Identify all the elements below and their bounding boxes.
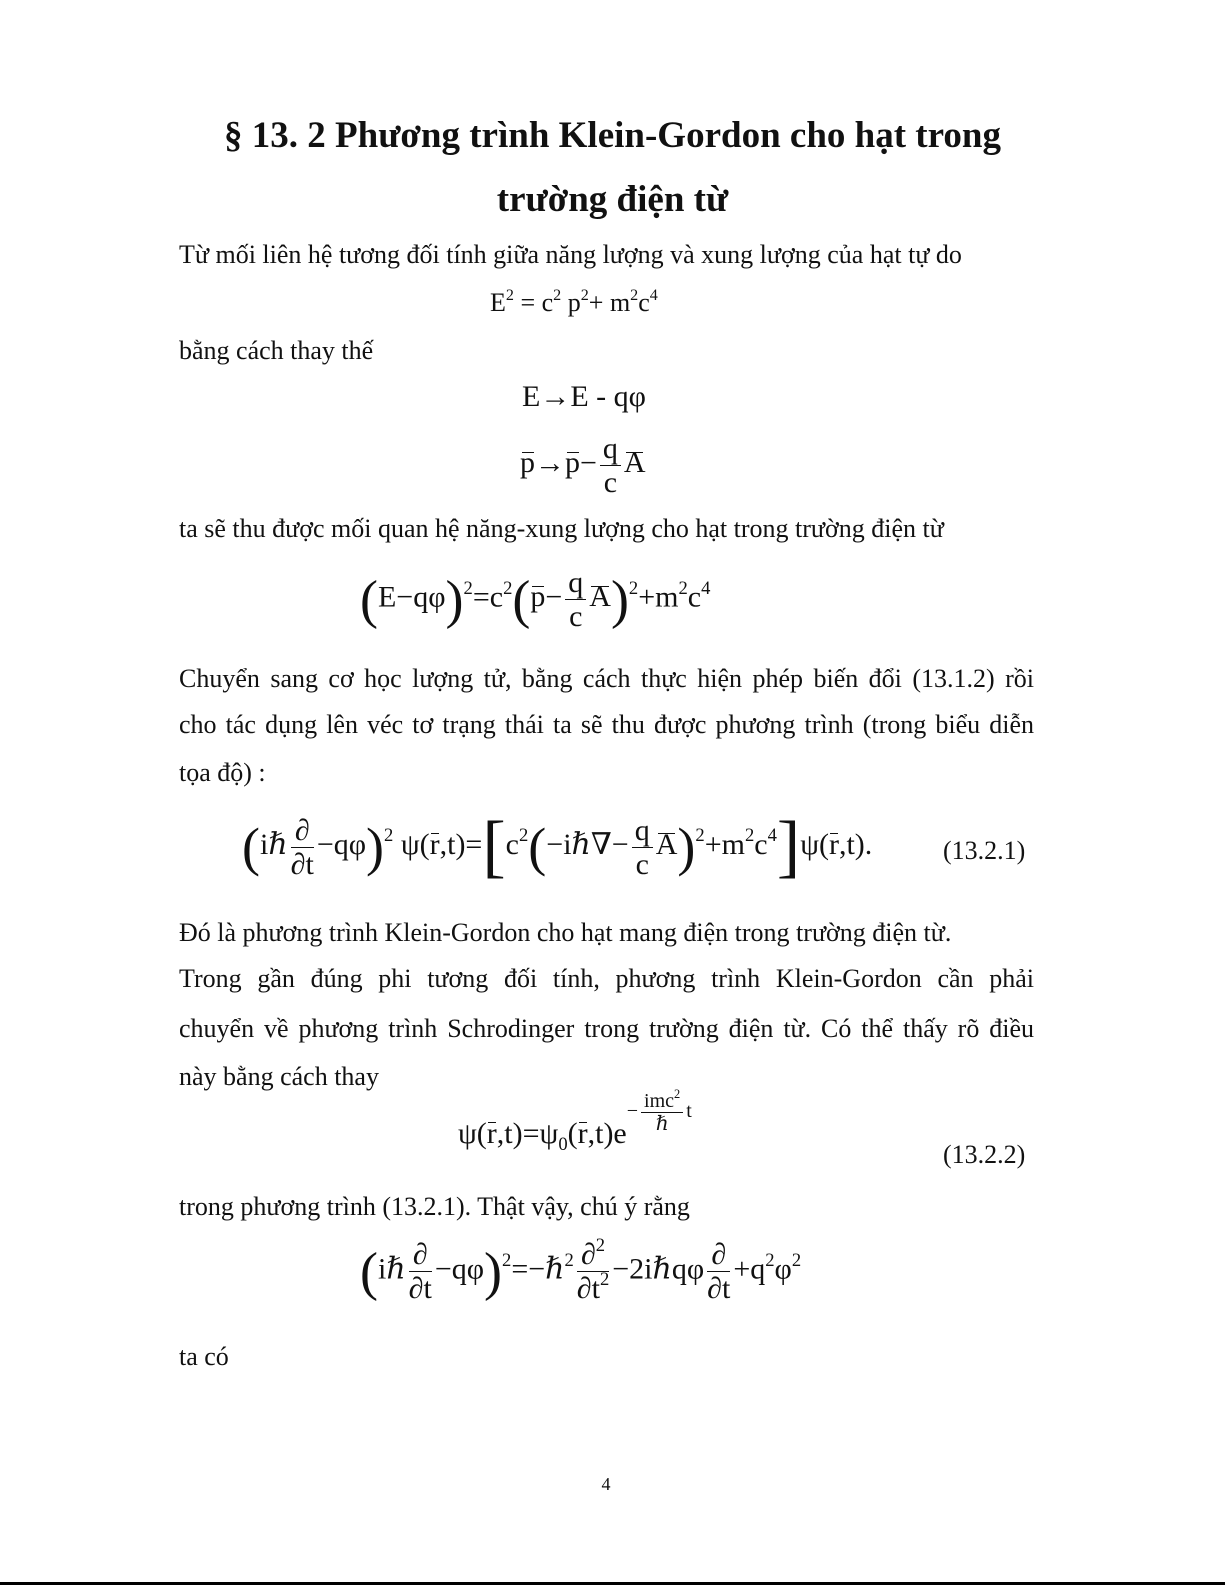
paragraph-nonrel-1: Trong gần đúng phi tương đối tính, phương trình Klein-Gordon cần phải — [179, 964, 1034, 993]
equation-klein-gordon: (iℏ $\frac{\partial}{\partial t}$ −qφ)$^2$ $\psi(r,t)=[c^2(-i\hbar\nabla-$ $\frac{q}{c}$ $A)^2+m^2c^4]\psi(r,t)$. — [242, 808, 873, 885]
paragraph-quantum-2: cho tác dụng lên véc tơ trạng thái ta sẽ thu được phương trình (trong biểu diễn — [179, 710, 1034, 739]
section-heading-line2: trường điện từ — [496, 179, 729, 220]
substitution-energy: E→E - qφ — [522, 380, 646, 413]
paragraph-nonrel-2: chuyển về phương trình Schrodinger trong trường điện từ. Có thể thấy rõ điều — [179, 1014, 1034, 1043]
page-number: 4 — [601, 1474, 611, 1494]
equation-energy-momentum: $E^2 = c^2$ $p^2+ m^2c^4$ — [490, 286, 658, 317]
equation-number-1: (13.2.1) — [943, 836, 1026, 865]
paragraph-kg-desc: Đó là phương trình Klein-Gordon cho hạt mang điện trong trường điện từ. — [179, 918, 952, 947]
paragraph-quantum-3: tọa độ) : — [179, 758, 266, 787]
paragraph-nonrel-3: này bằng cách thay — [179, 1062, 379, 1091]
equation-number-2: (13.2.2) — [943, 1140, 1026, 1169]
paragraph-intro: Từ mối liên hệ tương đối tính giữa năng lượng và xung lượng của hạt tự do — [179, 240, 962, 269]
substitution-momentum: p→p− $\frac{q}{c}$ A — [520, 432, 646, 499]
paragraph-substitute: bằng cách thay thế — [179, 336, 374, 365]
paragraph-result: ta sẽ thu được mối quan hệ năng-xung lượng cho hạt trong trường điện từ — [179, 514, 944, 543]
equation-operator-expansion: (iℏ $\frac{\partial}{\partial t}$ −qφ)$^2$=−ℏ$^2$ $\frac{\partial^2}{\partial t^2}$ −2iℏqφ $\frac{\partial}{\partial t}$ $+q^2\varphi^2$ — [360, 1235, 802, 1305]
equation-energy-momentum-field: $(E-q\varphi)^2=c^2(p-$ $\frac{q}{c}$ $A)^2+m^2c^4$ — [360, 566, 711, 633]
paragraph-taco: ta có — [179, 1342, 229, 1371]
equation-substitution: $\psi(r,t)=\psi_0(r,t)e-$ $\frac{imc^2}{\text{ℏ}}$ t — [458, 1087, 692, 1156]
paragraph-quantum-1: Chuyển sang cơ học lượng tử, bằng cách thực hiện phép biến đổi (13.1.2) rồi — [179, 664, 1034, 693]
section-heading-line1: § 13. 2 Phương trình Klein-Gordon cho hạt trong — [224, 115, 1001, 156]
paragraph-note: trong phương trình (13.2.1). Thật vậy, chú ý rằng — [179, 1192, 690, 1221]
